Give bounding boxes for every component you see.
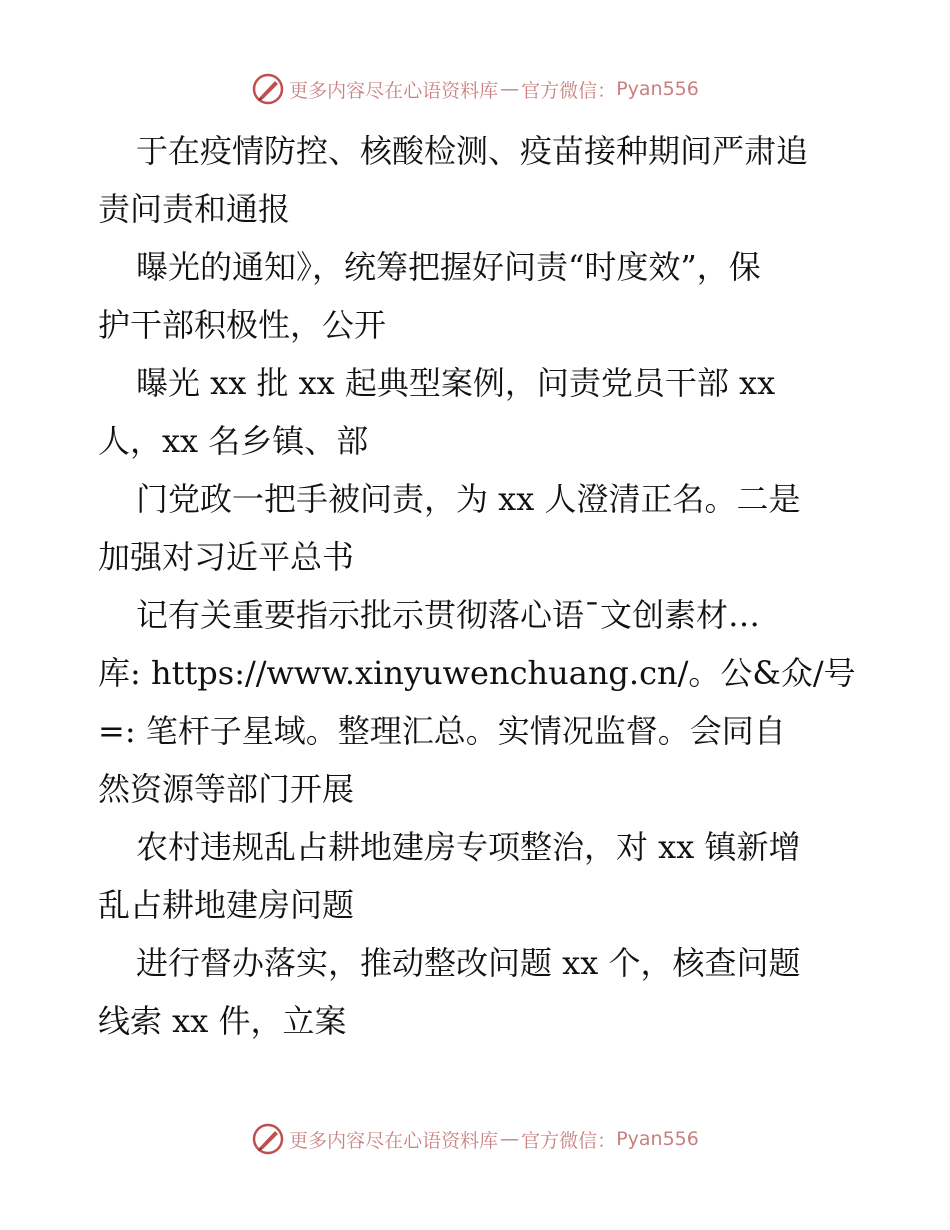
watermark-wechat-id: Pyan556 xyxy=(616,78,699,100)
paragraph-line: 护干部积极性，公开 xyxy=(98,306,387,344)
footer-watermark xyxy=(0,1122,950,1156)
paragraph-line: 人，xx 名乡镇、部 xyxy=(98,422,369,460)
paragraph-line: 进行督办落实，推动整改问题 xx 个，核查问题 xyxy=(136,944,801,982)
pen-logo-icon xyxy=(251,1122,285,1156)
paragraph-line: 农村违规乱占耕地建房专项整治，对 xx 镇新增 xyxy=(136,828,801,866)
paragraph-line: 曝光的通知》，统筹把握好问责“时度效”，保 xyxy=(136,248,761,286)
paragraph-line: 责问责和通报 xyxy=(98,190,291,228)
paragraph-5 xyxy=(98,586,858,818)
paragraph-line: 加强对习近平总书 xyxy=(98,538,355,576)
paragraph-line: 线索 xx 件，立案 xyxy=(98,1002,347,1040)
paragraph-line: 于在疫情防控、核酸检测、疫苗接种期间严肃追 xyxy=(136,132,809,170)
watermark-wechat-id: Pyan556 xyxy=(616,1128,699,1150)
paragraph-line: 门党政一把手被问责，为 xx 人澄清正名。二是 xyxy=(136,480,801,518)
paragraph-2 xyxy=(98,238,858,354)
paragraph-line: 曝光 xx 批 xx 起典型案例，问责党员干部 xx xyxy=(136,364,776,402)
document-body xyxy=(98,122,858,1050)
paragraph-line: 乱占耕地建房问题 xyxy=(98,886,355,924)
pen-logo-icon xyxy=(251,72,285,106)
paragraph-line: 记有关重要指示批示贯彻落心语¯文创素材… xyxy=(136,596,761,634)
watermark-wechat-label: 官方微信： xyxy=(521,79,617,102)
watermark-separator: — xyxy=(500,1128,520,1150)
paragraph-1 xyxy=(98,122,858,238)
paragraph-3 xyxy=(98,354,858,470)
paragraph-7 xyxy=(98,934,858,1050)
watermark-wechat-label: 官方微信： xyxy=(521,1129,617,1152)
paragraph-4 xyxy=(98,470,858,586)
paragraph-line: =: 笔杆子星域。整理汇总。实情况监督。会同自 xyxy=(98,712,786,750)
header-watermark xyxy=(0,72,950,106)
paragraph-line: 库: https://www.xinyuwenchuang.cn/。公&众/号 xyxy=(98,654,856,692)
paragraph-6 xyxy=(98,818,858,934)
paragraph-line: 然资源等部门开展 xyxy=(98,770,355,808)
watermark-separator: — xyxy=(500,78,520,100)
watermark-text: 更多内容尽在心语资料库 xyxy=(289,79,499,102)
watermark-text: 更多内容尽在心语资料库 xyxy=(289,1129,499,1152)
